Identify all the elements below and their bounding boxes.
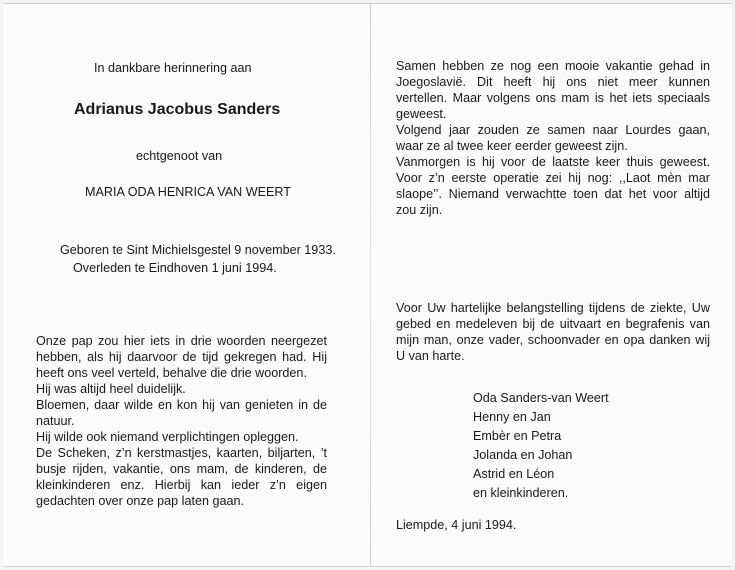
signatories-list bbox=[473, 390, 609, 504]
deceased-name: Adrianus Jacobus Sanders bbox=[74, 101, 281, 118]
right-paragraph: Volgend jaar zouden ze samen naar Lourdes gaan, waar ze al twee keer eerder geweest zijn. bbox=[396, 123, 710, 153]
left-paragraph: Hij wilde ook niemand verplichtingen opleggen. bbox=[36, 430, 299, 444]
signatory: Henny en Jan bbox=[473, 410, 551, 424]
signatory: Jolanda en Johan bbox=[473, 448, 573, 462]
memorial-card bbox=[3, 3, 731, 567]
relation-text: echtgenoot van bbox=[136, 149, 223, 163]
intro-text: In dankbare herinnering aan bbox=[94, 61, 252, 75]
right-paragraph: Vanmorgen is hij voor de laatste keer thuis geweest. Voor z’n eerste operatie zei hij nog: ,,Laot mèn mar slaope’’. Niemand verwachtte toen dat het voor altijd zou zijn. bbox=[396, 155, 710, 217]
spouse-name: MARIA ODA HENRICA VAN WEERT bbox=[85, 185, 291, 199]
place-date: Liempde, 4 juni 1994. bbox=[396, 518, 517, 532]
left-paragraph: Hij was altijd heel duidelijk. bbox=[36, 382, 186, 396]
death-line: Overleden te Eindhoven 1 juni 1994. bbox=[73, 261, 277, 275]
signatory: Astrid en Léon bbox=[473, 467, 555, 481]
right-text-block bbox=[396, 58, 710, 218]
left-text-block bbox=[36, 333, 327, 509]
right-paragraph: Samen hebben ze nog een mooie vakantie gehad in Joegoslavië. Dit heeft hij ons niet meer kunnen vertellen. Maar volgens ons mam is het iets speciaals geweest. bbox=[396, 59, 710, 121]
thanks-paragraph: Voor Uw hartelijke belangstelling tijdens de ziekte, Uw gebed en medeleven bij de uitvaart en begrafenis van mijn man, onze vader, schoonvader en opa danken wij U van harte. bbox=[396, 301, 710, 363]
left-paragraph: Bloemen, daar wilde en kon hij van genieten in de natuur. bbox=[36, 398, 327, 428]
card-fold bbox=[370, 4, 371, 566]
left-paragraph: Onze pap zou hier iets in drie woorden neergezet hebben, als hij daarvoor de tijd gekregen had. Hij heeft ons veel verteld, behalve die drie woorden. bbox=[36, 334, 327, 380]
signatory: en kleinkinderen. bbox=[473, 486, 569, 500]
signatory: Oda Sanders-van Weert bbox=[473, 391, 609, 405]
signatory: Embèr en Petra bbox=[473, 429, 562, 443]
birth-line: Geboren te Sint Michielsgestel 9 november 1933. bbox=[60, 243, 336, 257]
left-paragraph: De Scheken, z’n kerstmastjes, kaarten, biljarten, ’t busje rijden, vakantie, ons mam, de kinderen, de kleinkinderen enz. Hierbij kan ieder z’n eigen gedachten over onze pap laten gaan. bbox=[36, 446, 327, 508]
